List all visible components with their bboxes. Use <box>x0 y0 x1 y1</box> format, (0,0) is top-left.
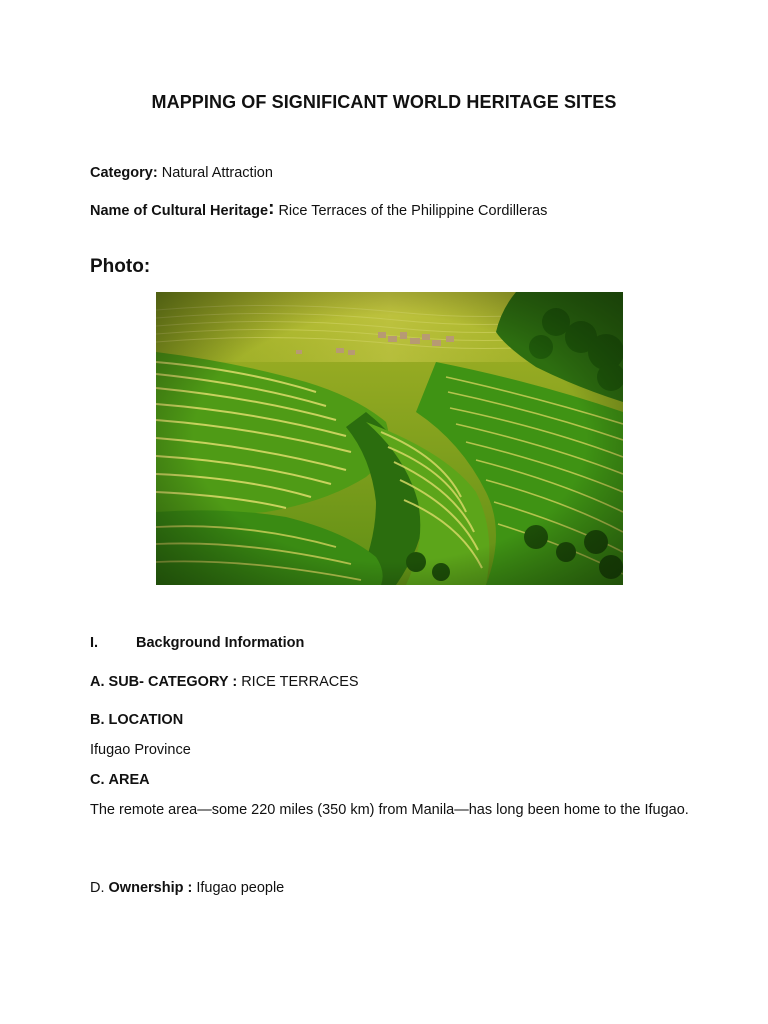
section-heading: Background Information <box>136 635 305 651</box>
ownership-value: Ifugao people <box>196 880 285 896</box>
category-value: Natural Attraction <box>161 165 273 181</box>
heritage-name-value: Rice Terraces of the Philippine Cordilleras <box>278 203 548 219</box>
photo-label: Photo: <box>90 256 151 277</box>
location-value: Ifugao Province <box>90 742 191 758</box>
heritage-name-line <box>90 199 547 221</box>
rice-terraces-photo <box>156 292 623 585</box>
location-letter: B. <box>90 712 105 728</box>
sub-category-value: RICE TERRACES <box>241 674 359 690</box>
sub-category-letter: A. <box>90 674 105 690</box>
location-heading <box>90 712 183 728</box>
location-label: LOCATION <box>108 712 184 728</box>
ownership-line <box>90 880 284 896</box>
page-title: MAPPING OF SIGNIFICANT WORLD HERITAGE SITES <box>151 92 617 112</box>
section-numeral: I. <box>90 635 99 651</box>
heritage-name-label: Name of Cultural Heritage <box>90 203 269 219</box>
area-description: The remote area—some 220 miles (350 km) from Manila—has long been home to the Ifugao. <box>90 802 689 818</box>
area-heading <box>90 772 150 788</box>
area-letter: C. <box>90 772 105 788</box>
ownership-letter: D. <box>90 880 105 896</box>
sub-category-label: SUB- CATEGORY : <box>108 674 238 690</box>
heritage-name-colon: : <box>268 198 275 219</box>
rice-terraces-illustration <box>156 292 623 585</box>
ownership-label: Ownership : <box>108 880 193 896</box>
category-line <box>90 165 273 181</box>
sub-category-line <box>90 674 359 690</box>
area-label: AREA <box>108 772 150 788</box>
category-label: Category: <box>90 165 158 181</box>
